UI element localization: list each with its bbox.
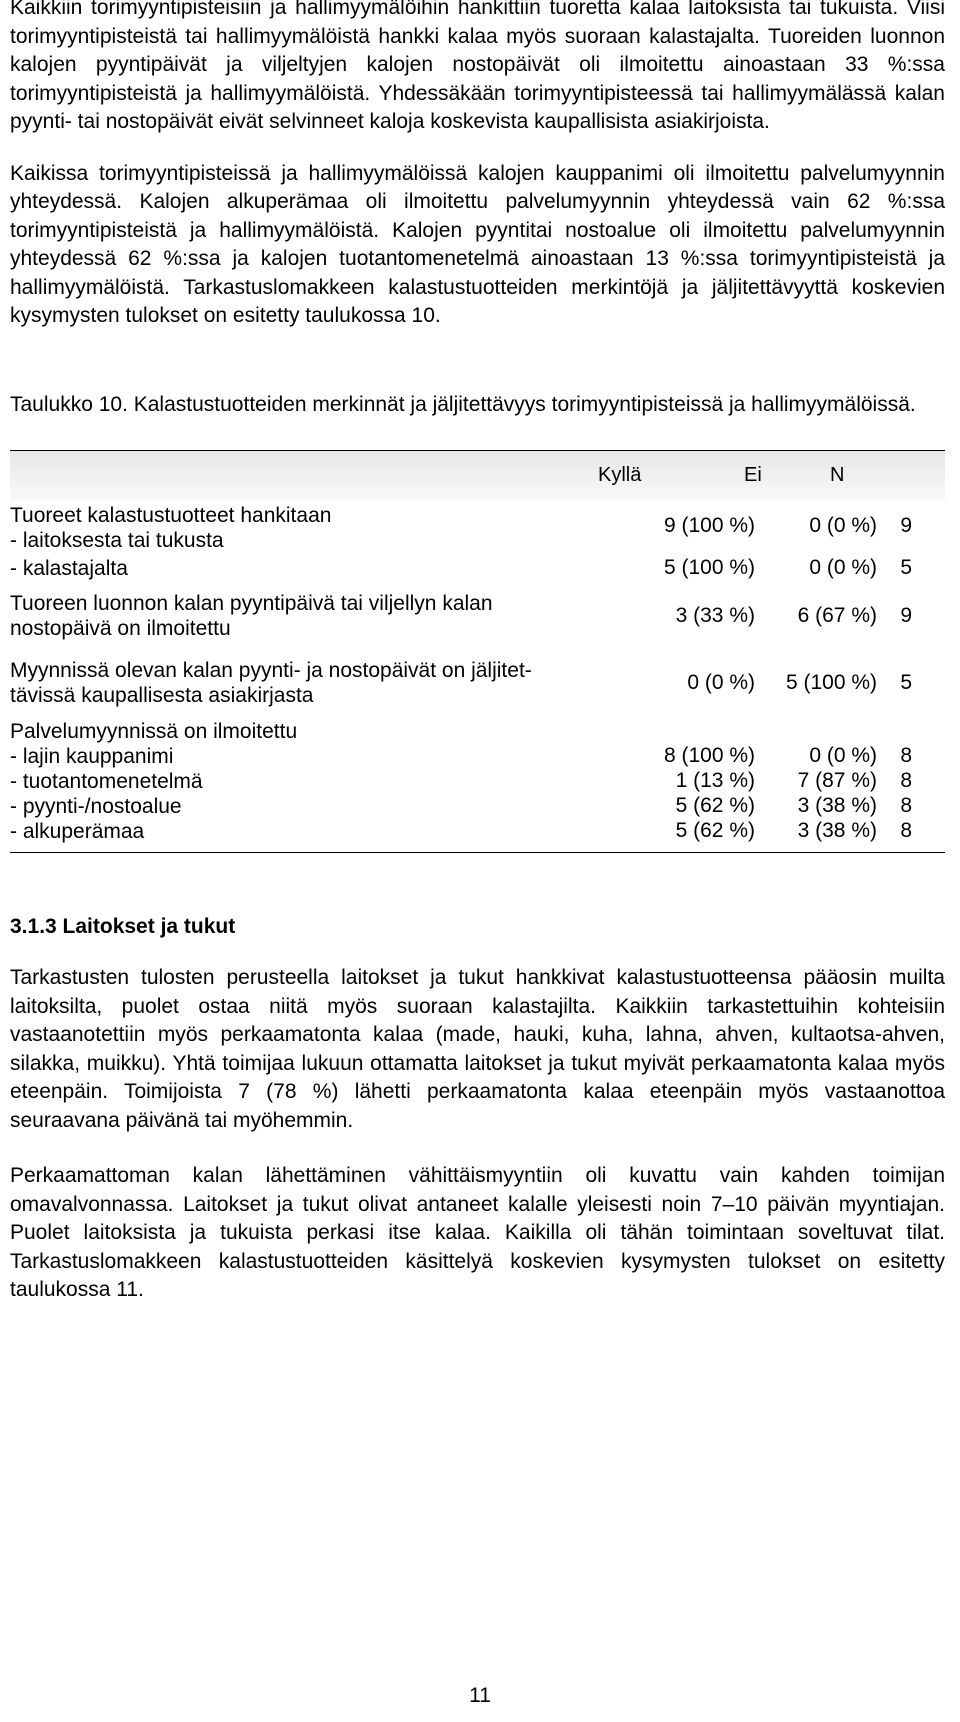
row-label: Myynnissä olevan kalan pyynti- ja nostopäivät on jäljitet- xyxy=(10,659,532,682)
row-label: Tuoreen luonnon kalan pyyntipäivä tai viljellyn kalan xyxy=(10,592,493,615)
cell-yes: 1 (13 %) xyxy=(675,769,755,792)
cell-yes: 0 (0 %) xyxy=(687,671,755,694)
row-label: - kalastajalta xyxy=(10,557,128,580)
cell-n: 5 xyxy=(900,556,912,579)
cell-yes: 3 (33 %) xyxy=(675,604,755,627)
table-row xyxy=(10,553,945,583)
table-row xyxy=(10,583,945,649)
header-n: N xyxy=(830,464,845,486)
cell-yes: 8 (100 %) xyxy=(663,744,755,767)
table-row xyxy=(10,719,945,744)
row-label: - tuotantomenetelmä xyxy=(10,770,203,793)
cell-yes: 5 (62 %) xyxy=(675,819,755,842)
table-10 xyxy=(10,450,945,853)
table-row xyxy=(10,649,945,719)
section-heading: 3.1.3 Laitokset ja tukut xyxy=(10,915,236,938)
table-row xyxy=(10,819,945,852)
cell-yes: 9 (100 %) xyxy=(663,514,755,537)
header-yes: Kyllä xyxy=(598,464,642,486)
cell-no: 0 (0 %) xyxy=(809,744,877,767)
cell-n: 9 xyxy=(900,514,912,537)
row-label-cont: nostopäivä on ilmoitettu xyxy=(10,617,231,640)
body-paragraph-4: Perkaamattoman kalan lähettäminen vähittäismyyntiin oli kuvattu vain kahden toimijan omavalvonnassa. Laitokset ja tukut olivat antaneet kalalle yleisesti noin 7–10 päivän myyntiajan. Puolet laitoksista ja tukuista perkasi itse kalaa. Kaikilla oli tähän toimintaan soveltuvat tilat. Tarkastuslomakkeen kalastustuotteiden käsittelyä koskevien kysymysten tulokset on esitetty taulukossa 11. xyxy=(10,1164,945,1301)
row-label-cont: - laitoksesta tai tukusta xyxy=(10,529,224,552)
row-label-cont: tävissä kaupallisesta asiakirjasta xyxy=(10,684,314,707)
cell-no: 0 (0 %) xyxy=(809,556,877,579)
row-label: - alkuperämaa xyxy=(10,820,145,843)
body-paragraph-2: Kaikissa torimyyntipisteissä ja hallimyymälöissä kalojen kauppanimi oli ilmoitettu palvelumyynnin yhteydessä. Kalojen alkuperämaa oli ilmoitettu palvelumyynnin yhteydessä vain 62 %:ssa torimyyntipisteistä ja hallimyymälöistä. Kalojen pyyntitai nostoalue oli ilmoitettu palvelumyynnin yhteydessä 62 %:ssa ja kalojen tuotantomenetelmä ainoastaan 13 %:ssa torimyyntipisteistä ja hallimyymälöistä. Tarkastuslomakkeen kalastustuotteiden merkintöjä ja jäljitettävyyttä koskevien kysymysten tulokset on esitetty taulukossa 10. xyxy=(10,161,945,327)
page-number: 11 xyxy=(469,1684,491,1707)
cell-no: 5 (100 %) xyxy=(785,671,877,694)
cell-n: 8 xyxy=(900,794,912,817)
document-page xyxy=(10,0,945,1305)
table-row xyxy=(10,769,945,794)
row-label: Tuoreet kalastustuotteet hankitaan xyxy=(10,504,332,527)
table-row xyxy=(10,794,945,819)
row-label: - pyynti-/nostoalue xyxy=(10,795,182,818)
table-row xyxy=(10,744,945,769)
cell-yes: 5 (62 %) xyxy=(675,794,755,817)
table-bottom-rule xyxy=(10,852,945,853)
cell-n: 8 xyxy=(900,769,912,792)
table-row xyxy=(10,501,945,553)
cell-n: 8 xyxy=(900,819,912,842)
row-label: Palvelumyynnissä on ilmoitettu xyxy=(10,720,298,743)
cell-no: 0 (0 %) xyxy=(809,514,877,537)
cell-n: 5 xyxy=(900,671,912,694)
table-caption: Taulukko 10. Kalastustuotteiden merkinnät ja jäljitettävyys torimyyntipisteissä ja hallimyymälöissä. xyxy=(10,392,916,416)
cell-n: 8 xyxy=(900,744,912,767)
table-header-bar xyxy=(10,450,945,501)
body-paragraph-3: Tarkastusten tulosten perusteella laitokset ja tukut hankkivat kalastustuotteensa pääosin muilta laitoksilta, puolet ostaa niitä myös suoraan kalastajilta. Kaikkiin tarkastettuihin kohteisiin vastaanotettiin myös perkaamatonta kalaa (made, hauki, kuha, lahna, ahven, kultaotsa-ahven, silakka, muikku). Yhtä toimijaa lukuun ottamatta laitokset ja tukut myivät perkaamatonta kalaa myös eteenpäin. Toimijoista 7 (78 %) lähetti perkaamatonta kalaa eteenpäin myös vastaanottoa seuraavana päivänä tai myöhemmin. xyxy=(10,966,945,1132)
cell-no: 3 (38 %) xyxy=(797,794,877,817)
cell-no: 3 (38 %) xyxy=(797,819,877,842)
cell-no: 6 (67 %) xyxy=(797,604,877,627)
cell-no: 7 (87 %) xyxy=(797,769,877,792)
cell-yes: 5 (100 %) xyxy=(663,556,755,579)
body-paragraph-1: Kaikkiin torimyyntipisteisiin ja hallimyymälöihin hankittiin tuoretta kalaa laitoksista tai tukuista. Viisi torimyyntipisteistä tai hallimyymälöistä hankki kalaa myös suoraan kalastajalta. Tuoreiden luonnon kalojen pyyntipäivät ja viljeltyjen kalojen nostopäivät oli ilmoitettu ainoastaan 33 %:ssa torimyyntipisteistä ja hallimyymälöistä. Yhdessäkään torimyyntipisteessä tai hallimyymälässä kalan pyynti- tai nostopäivät eivät selvinneet kaloja koskevista kaupallisista asiakirjoista. xyxy=(10,0,945,133)
cell-n: 9 xyxy=(900,604,912,627)
row-label: - lajin kauppanimi xyxy=(10,745,174,768)
header-no: Ei xyxy=(744,464,762,486)
